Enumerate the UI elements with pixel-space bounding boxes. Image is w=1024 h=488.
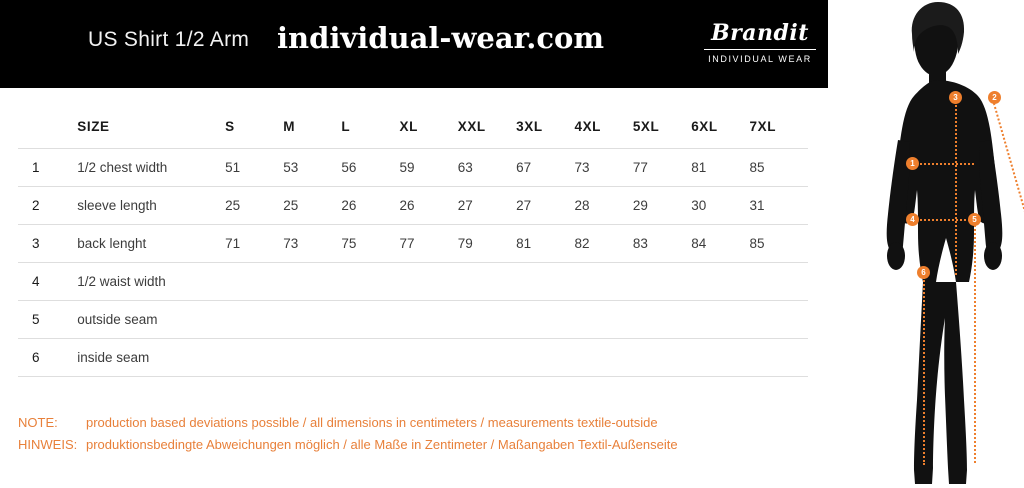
header-cell-s: S: [225, 104, 283, 149]
row-index: 5: [18, 301, 77, 339]
cell-6xl: [691, 301, 749, 339]
row-label: outside seam: [77, 301, 225, 339]
cell-3xl: [516, 263, 574, 301]
cell-4xl: 28: [574, 187, 632, 225]
marker-3: 3: [949, 91, 962, 104]
cell-s: [225, 301, 283, 339]
table-row: [18, 225, 808, 263]
note-de-text: produktionsbedingte Abweichungen möglich / alle Maße in Zentimeter / Maßangaben Textil-Außenseite: [86, 437, 678, 452]
cell-xl: 26: [400, 187, 458, 225]
cell-3xl: 27: [516, 187, 574, 225]
chest-width-line: [912, 163, 974, 165]
cell-5xl: [633, 339, 691, 377]
header-bar: [0, 0, 828, 88]
note-en-text: production based deviations possible / all dimensions in centimeters / measurements textile-outside: [86, 415, 658, 430]
cell-s: 71: [225, 225, 283, 263]
cell-6xl: [691, 339, 749, 377]
back-length-line: [955, 97, 957, 275]
cell-s: [225, 263, 283, 301]
row-label: inside seam: [77, 339, 225, 377]
brand-logo: [700, 22, 820, 64]
row-index: 1: [18, 149, 77, 187]
cell-7xl: 85: [750, 149, 808, 187]
marker-6: 6: [917, 266, 930, 279]
measurement-figure: [828, 0, 1024, 488]
cell-xxl: [458, 339, 516, 377]
marker-1: 1: [906, 157, 919, 170]
row-index: 6: [18, 339, 77, 377]
cell-4xl: 73: [574, 149, 632, 187]
row-label: 1/2 chest width: [77, 149, 225, 187]
table-row: [18, 263, 808, 301]
cell-3xl: [516, 339, 574, 377]
brand-tagline: INDIVIDUAL WEAR: [708, 54, 812, 64]
size-table: [18, 104, 808, 377]
cell-l: 75: [341, 225, 399, 263]
header-cell-5xl: 5XL: [633, 104, 691, 149]
cell-3xl: [516, 301, 574, 339]
cell-m: 25: [283, 187, 341, 225]
outside-seam-line: [974, 225, 976, 463]
cell-4xl: [574, 339, 632, 377]
note-en: [18, 412, 818, 434]
cell-3xl: 67: [516, 149, 574, 187]
note-de-key: HINWEIS:: [18, 437, 78, 452]
cell-l: [341, 263, 399, 301]
body-silhouette-icon: [828, 0, 1024, 488]
cell-7xl: 31: [750, 187, 808, 225]
cell-l: 26: [341, 187, 399, 225]
cell-xxl: 27: [458, 187, 516, 225]
inside-seam-line: [923, 277, 925, 465]
cell-xxl: 63: [458, 149, 516, 187]
cell-xl: 77: [400, 225, 458, 263]
cell-m: [283, 263, 341, 301]
product-title: US Shirt 1/2 Arm: [88, 28, 250, 51]
row-index: 2: [18, 187, 77, 225]
cell-m: 73: [283, 225, 341, 263]
table-row: [18, 187, 808, 225]
cell-4xl: [574, 263, 632, 301]
marker-4: 4: [906, 213, 919, 226]
cell-xl: [400, 339, 458, 377]
brand-name: Brandit: [711, 20, 809, 46]
cell-xxl: 79: [458, 225, 516, 263]
cell-6xl: [691, 263, 749, 301]
cell-xl: [400, 263, 458, 301]
cell-s: [225, 339, 283, 377]
cell-xl: [400, 301, 458, 339]
cell-6xl: 84: [691, 225, 749, 263]
cell-l: [341, 301, 399, 339]
header-cell-size: SIZE: [77, 104, 225, 149]
cell-5xl: 83: [633, 225, 691, 263]
cell-5xl: 29: [633, 187, 691, 225]
row-index: 3: [18, 225, 77, 263]
brand-divider: [704, 49, 816, 50]
cell-s: 25: [225, 187, 283, 225]
header-cell-index: [18, 104, 77, 149]
header-cell-m: M: [283, 104, 341, 149]
header-cell-3xl: 3XL: [516, 104, 574, 149]
header-cell-xl: XL: [400, 104, 458, 149]
cell-xl: 59: [400, 149, 458, 187]
cell-3xl: 81: [516, 225, 574, 263]
cell-5xl: [633, 263, 691, 301]
cell-4xl: [574, 301, 632, 339]
row-label: 1/2 waist width: [77, 263, 225, 301]
cell-xxl: [458, 263, 516, 301]
cell-m: [283, 301, 341, 339]
table-row: [18, 149, 808, 187]
header-cell-7xl: 7XL: [750, 104, 808, 149]
cell-4xl: 82: [574, 225, 632, 263]
waist-width-line: [912, 219, 974, 221]
table-header-row: [18, 104, 808, 149]
cell-l: [341, 339, 399, 377]
table-row: [18, 339, 808, 377]
header-cell-4xl: 4XL: [574, 104, 632, 149]
row-label: sleeve length: [77, 187, 225, 225]
cell-7xl: [750, 301, 808, 339]
notes-block: [18, 412, 818, 456]
cell-6xl: 81: [691, 149, 749, 187]
marker-5: 5: [968, 213, 981, 226]
cell-7xl: [750, 263, 808, 301]
cell-6xl: 30: [691, 187, 749, 225]
cell-7xl: [750, 339, 808, 377]
row-index: 4: [18, 263, 77, 301]
cell-5xl: 77: [633, 149, 691, 187]
cell-m: [283, 339, 341, 377]
cell-5xl: [633, 301, 691, 339]
note-en-key: NOTE:: [18, 415, 58, 430]
header-cell-xxl: XXL: [458, 104, 516, 149]
row-label: back lenght: [77, 225, 225, 263]
cell-xxl: [458, 301, 516, 339]
table-row: [18, 301, 808, 339]
cell-s: 51: [225, 149, 283, 187]
header-cell-6xl: 6XL: [691, 104, 749, 149]
marker-2: 2: [988, 91, 1001, 104]
site-title: individual-wear.com: [277, 21, 605, 55]
cell-l: 56: [341, 149, 399, 187]
header-cell-l: L: [341, 104, 399, 149]
note-de: [18, 434, 818, 456]
cell-7xl: 85: [750, 225, 808, 263]
cell-m: 53: [283, 149, 341, 187]
